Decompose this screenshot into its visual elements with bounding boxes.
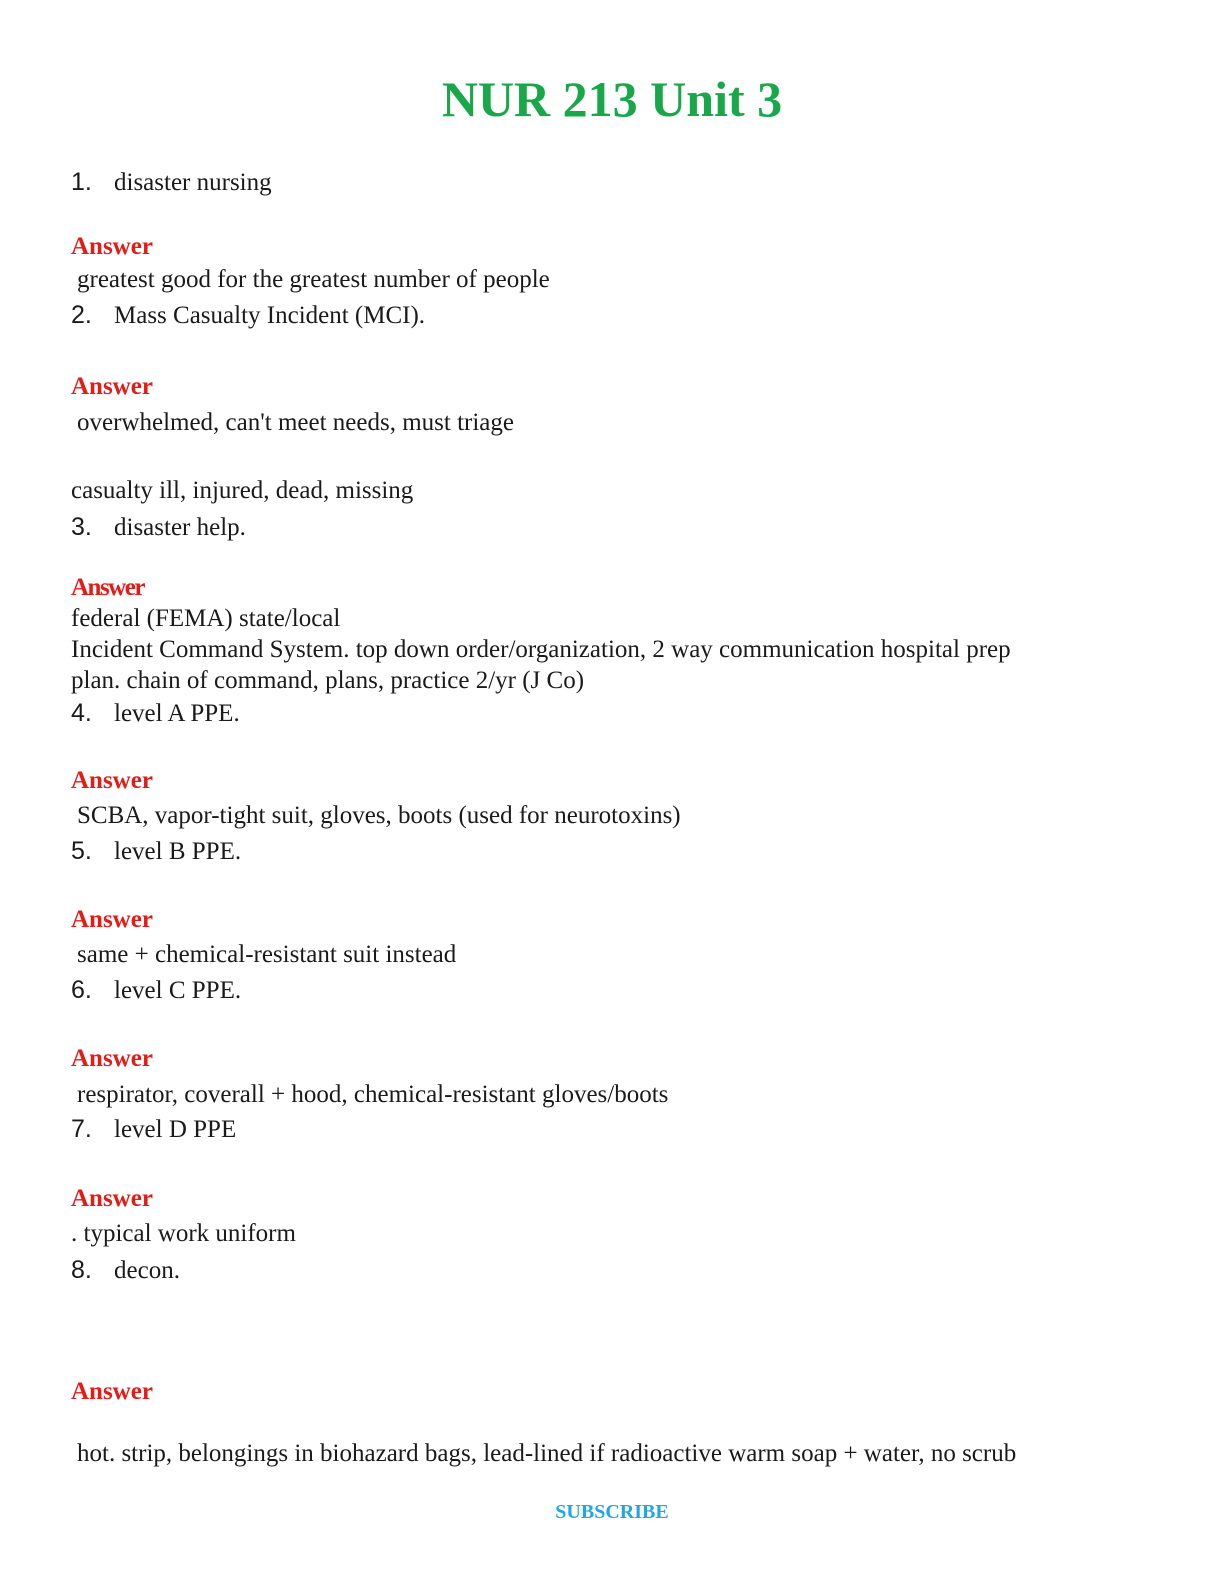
question-3 [71,513,246,542]
question-7 [71,1115,236,1144]
question-number: 2. [71,301,92,329]
question-number: 5. [71,837,92,865]
answer-label: Answer [71,1045,153,1072]
answer-text: . typical work uniform [71,1220,296,1247]
answer-text: respirator, coverall + hood, chemical-resistant gloves/boots [77,1081,669,1108]
answer-text: SCBA, vapor-tight suit, gloves, boots (used for neurotoxins) [77,802,681,829]
answer-label: Answer [71,767,153,794]
answer-label: Answer [71,906,153,933]
answer-label: Answer [71,373,153,400]
question-6 [71,976,241,1005]
answer-label: Answer [71,574,144,601]
question-text: disaster nursing [114,169,272,196]
question-text: decon. [114,1257,180,1284]
question-number: 7. [71,1115,92,1143]
question-number: 3. [71,513,92,541]
question-4 [71,699,240,728]
question-number: 6. [71,976,92,1004]
answer-text: federal (FEMA) state/local [71,605,341,632]
question-text: disaster help. [114,514,246,541]
answer-text: overwhelmed, can't meet needs, must triage [77,409,514,436]
question-text: Mass Casualty Incident (MCI). [114,302,426,329]
question-2 [71,301,425,330]
subscribe-link[interactable]: SUBSCRIBE [555,1501,669,1523]
question-1 [71,168,272,197]
answer-text: Incident Command System. top down order/organization, 2 way communication hospital prep [71,636,1011,663]
question-text: level B PPE. [114,838,242,865]
answer-text: casualty ill, injured, dead, missing [71,477,414,504]
question-5 [71,837,241,866]
question-number: 1. [71,168,92,196]
answer-label: Answer [71,1185,153,1212]
question-8 [71,1256,180,1285]
answer-text: hot. strip, belongings in biohazard bags, lead-lined if radioactive warm soap + water, no scrub [77,1440,1017,1467]
answer-label: Answer [71,1378,153,1405]
answer-text: greatest good for the greatest number of people [77,266,550,293]
question-text: level A PPE. [114,700,240,727]
answer-text: plan. chain of command, plans, practice 2/yr (J Co) [71,667,585,694]
question-text: level D PPE [114,1116,237,1143]
question-text: level C PPE. [114,977,242,1004]
page-title: NUR 213 Unit 3 [441,71,783,127]
question-number: 8. [71,1256,92,1284]
question-number: 4. [71,699,92,727]
answer-text: same + chemical-resistant suit instead [77,941,457,968]
answer-label: Answer [71,233,153,260]
